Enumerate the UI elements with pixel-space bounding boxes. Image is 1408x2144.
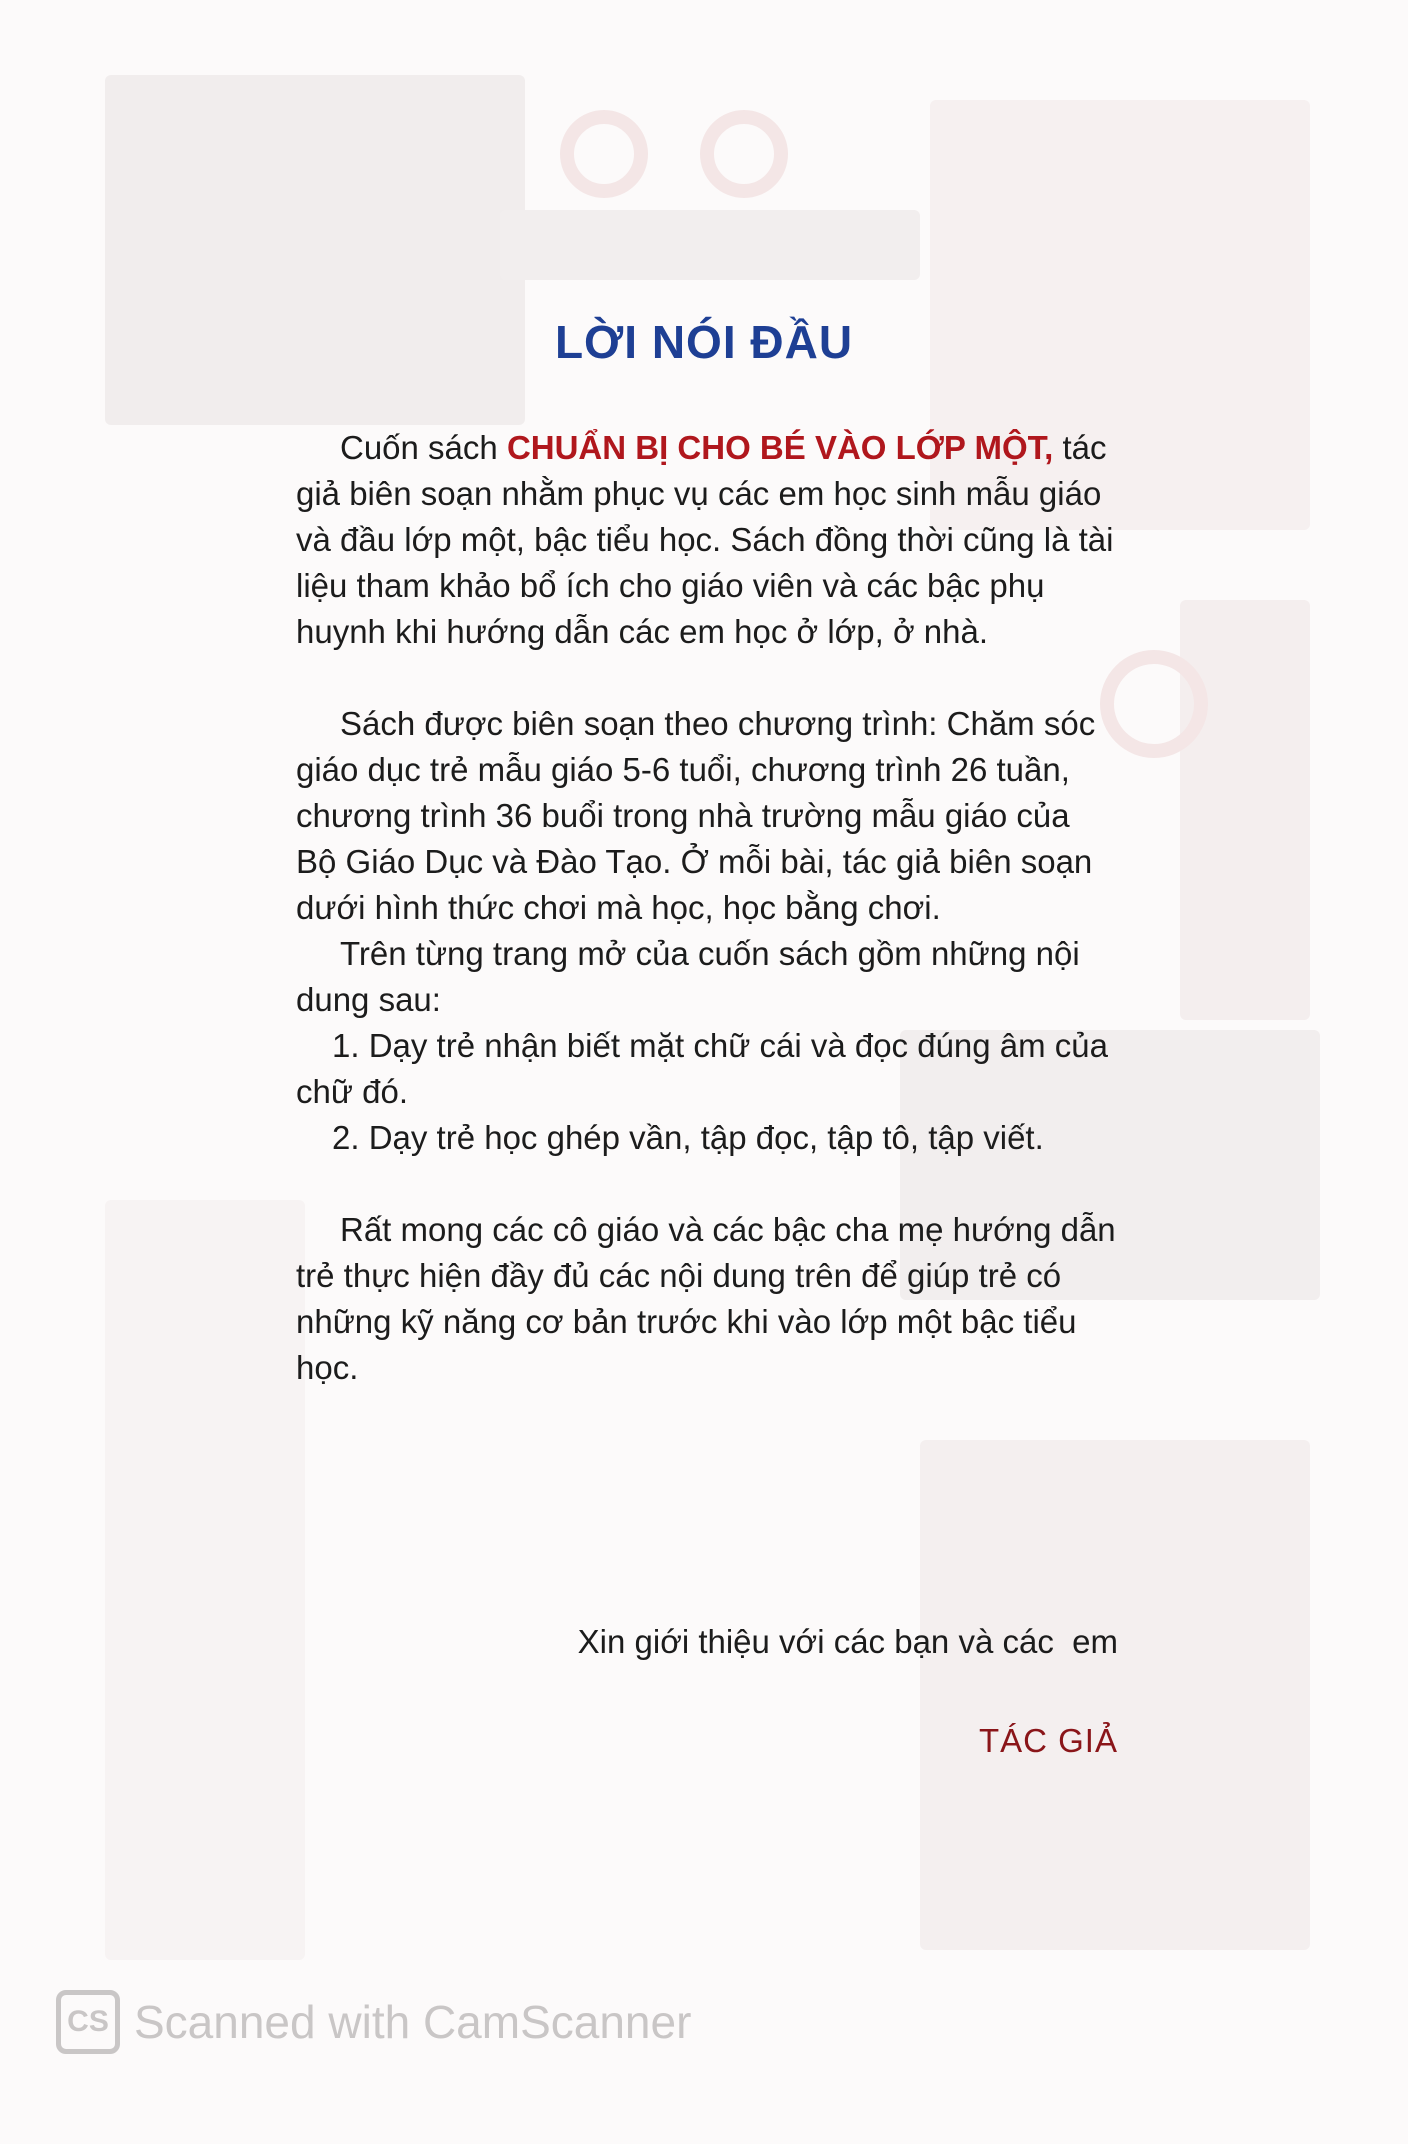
camscanner-watermark xyxy=(56,1990,691,2054)
background-show-through xyxy=(105,1200,305,1960)
background-show-through xyxy=(920,1440,1310,1950)
watermark-text: Scanned with CamScanner xyxy=(134,1996,692,2048)
preface-body xyxy=(296,425,1118,1391)
intro-rest: tác giả biên soạn nhằm phục vụ các em học sinh mẫu giáo và đầu lớp một, bậc tiểu học. Sách đồng thời cũng là tài liệu tham khảo bổ ích cho giáo viên và các bậc phụ huynh khi hướng dẫn các em học ở lớp, ở nhà. xyxy=(296,429,1114,650)
contents-paragraph: Trên từng trang mở của cuốn sách gồm những nội dung sau: xyxy=(296,935,1080,1018)
background-show-through xyxy=(105,75,525,425)
closing-line: Xin giới thiệu với các bạn và các em xyxy=(577,1623,1118,1660)
intro-paragraph xyxy=(296,425,1118,655)
background-show-through xyxy=(700,110,788,198)
closing-paragraph: Rất mong các cô giáo và các bậc cha mẹ hướng dẫn trẻ thực hiện đầy đủ các nội dung trên để giúp trẻ có những kỹ năng cơ bản trước khi vào lớp một bậc tiểu học. xyxy=(296,1211,1116,1386)
page-title: LỜI NÓI ĐẦU xyxy=(554,316,854,368)
author-signature: TÁC GIẢ xyxy=(978,1722,1118,1759)
intro-prefix: Cuốn sách xyxy=(340,429,507,466)
list-item: 1. Dạy trẻ nhận biết mặt chữ cái và đọc đúng âm của chữ đó. xyxy=(296,1027,1109,1110)
background-show-through xyxy=(1180,600,1310,1020)
list-item: 2. Dạy trẻ học ghép vần, tập đọc, tập tô, tập viết. xyxy=(332,1119,1044,1156)
background-show-through xyxy=(560,110,648,198)
book-title: CHUẨN BỊ CHO BÉ VÀO LỚP MỘT, xyxy=(506,429,1054,466)
program-paragraph: Sách được biên soạn theo chương trình: Chăm sóc giáo dục trẻ mẫu giáo 5-6 tuổi, chương trình 26 tuần, chương trình 36 buổi trong nhà trường mẫu giáo của Bộ Giáo Dục và Đào Tạo. Ở mỗi bài, tác giả biên soạn dưới hình thức chơi mà học, học bằng chơi. xyxy=(296,705,1096,926)
background-show-through xyxy=(500,210,920,280)
camscanner-logo-icon: CS xyxy=(56,1990,120,2054)
